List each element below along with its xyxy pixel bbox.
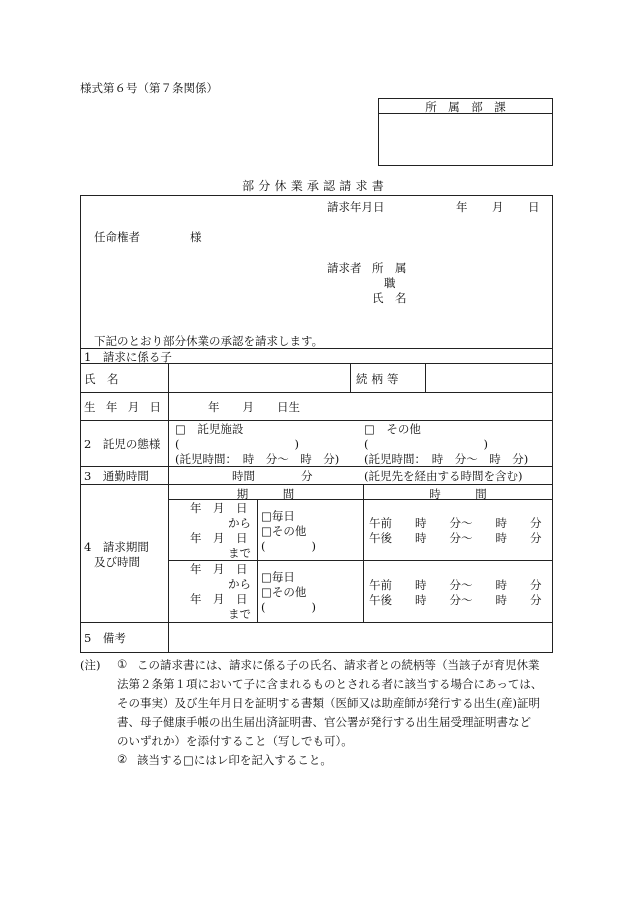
- relation-label: 続柄等: [356, 372, 403, 386]
- period1-daily-checkbox[interactable]: □毎日: [261, 509, 295, 523]
- period2-pm-time: 午後 時 分〜 時 分: [369, 593, 542, 607]
- notes-prefix: (注): [80, 658, 101, 672]
- request-statement: 下記のとおり部分休業の承認を請求します。: [94, 334, 324, 348]
- note2-mark: ②: [117, 752, 128, 766]
- other-care-time: (託児時間： 時 分〜 時 分): [364, 452, 529, 466]
- rule: [350, 363, 351, 392]
- rule: [80, 392, 553, 393]
- note1-line3: その事実）及び生年月日を証明する書類（医師又は助産師が発行する出生(産)証明: [117, 696, 540, 710]
- note1-line1: この請求書には、請求に係る子の氏名、請求者との続柄等（当該子が育児休業: [137, 658, 540, 672]
- period1-am-time: 午前 時 分〜 時 分: [369, 516, 542, 530]
- birth-date-value: 年 月 日生: [208, 400, 300, 414]
- section2-label: 2 託児の態様: [84, 437, 161, 451]
- period2-start-date: 年 月 日: [190, 562, 248, 576]
- rule: [80, 484, 553, 485]
- period1-until: まで: [228, 546, 251, 560]
- period2-from: から: [228, 577, 251, 591]
- period2-daily-checkbox[interactable]: □毎日: [261, 570, 295, 584]
- option-other[interactable]: □ その他: [364, 422, 421, 436]
- facility-paren: ( ): [175, 437, 299, 451]
- period1-other-checkbox[interactable]: □その他: [261, 524, 307, 538]
- rule: [425, 363, 426, 392]
- section3-label: 3 通勤時間: [84, 469, 149, 483]
- period2-until: まで: [228, 607, 251, 621]
- requester-name: 氏 名: [372, 291, 407, 305]
- period1-end-date: 年 月 日: [190, 531, 248, 545]
- period2-am-time: 午前 時 分〜 時 分: [369, 578, 542, 592]
- period1-other-paren: ( ): [261, 539, 316, 553]
- request-date-label: 請求年月日: [327, 200, 385, 214]
- appointer-honorific: 様: [190, 230, 202, 244]
- request-day: 日: [528, 200, 540, 214]
- commute-value: 時間 分: [232, 469, 313, 483]
- requester-position: 職: [384, 276, 396, 290]
- rule: [80, 622, 553, 623]
- form-number: 様式第６号（第７条関係）: [80, 81, 218, 95]
- period1-from: から: [228, 516, 251, 530]
- rule: [80, 420, 553, 421]
- form-title: 部分休業承認請求書: [242, 179, 388, 193]
- section4-label-line1: 4 請求期間: [84, 540, 149, 554]
- time-header: 時 間: [429, 487, 487, 501]
- request-month: 月: [492, 200, 504, 214]
- department-box-label: 所 属 部 課: [425, 100, 506, 114]
- birth-date-label: 生年月日: [84, 400, 172, 414]
- note2-text: 該当する□にはレ印を記入すること。: [137, 753, 332, 767]
- period2-end-date: 年 月 日: [190, 592, 248, 606]
- period-header: 期 間: [236, 487, 295, 501]
- section4-label-line2: 及び時間: [94, 555, 140, 569]
- rule: [257, 499, 258, 622]
- commute-note: (託児先を経由する時間を含む): [364, 469, 523, 483]
- period1-start-date: 年 月 日: [190, 501, 248, 515]
- note1-line4: 書、母子健康手帳の出生届出済証明書、官公署が発行する出生届受理証明書など: [117, 715, 531, 729]
- request-year: 年: [456, 200, 468, 214]
- note1-mark: ①: [117, 657, 128, 671]
- period1-pm-time: 午後 時 分〜 時 分: [369, 531, 542, 545]
- section5-label: 5 備考: [84, 631, 126, 645]
- section1-heading: 1 請求に係る子: [84, 350, 172, 364]
- requester-affiliation: 所 属: [372, 261, 407, 275]
- note1-line5: のいずれか）を添付すること（写しでも可）。: [117, 734, 353, 748]
- requester-label: 請求者: [327, 261, 362, 275]
- note1-line2: 法第２条第１項において子に含まれるものとされる者に該当する場合にあっては、: [117, 677, 543, 691]
- child-name-label: 氏 名: [84, 372, 119, 386]
- period2-other-paren: ( ): [261, 600, 316, 614]
- rule: [363, 484, 364, 622]
- period2-other-checkbox[interactable]: □その他: [261, 585, 307, 599]
- option-childcare-facility[interactable]: □ 託児施設: [175, 422, 244, 436]
- other-paren: ( ): [364, 437, 488, 451]
- facility-care-time: (託児時間： 時 分〜 時 分): [175, 452, 340, 466]
- appointer-label: 任命権者: [94, 230, 140, 244]
